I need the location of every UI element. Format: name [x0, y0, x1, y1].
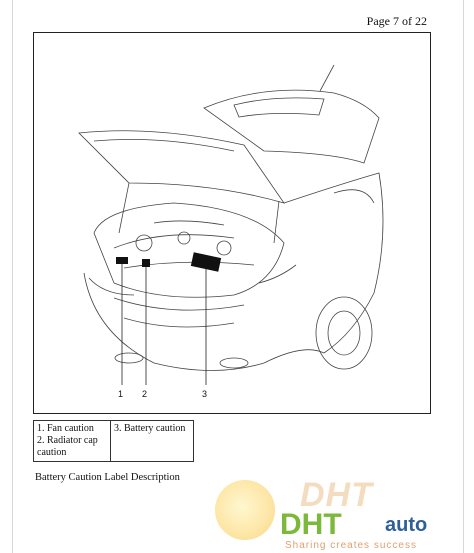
callout-number: 2 — [142, 389, 148, 399]
callout-number: 3 — [202, 389, 208, 399]
engine-part — [217, 241, 231, 255]
fog-light — [220, 358, 248, 368]
document-page — [12, 0, 464, 553]
hood-strut — [119, 183, 129, 233]
watermark-suffix: auto — [385, 514, 428, 536]
watermark-slogan: Sharing creates success — [285, 540, 417, 551]
watermark-brand: DHT — [280, 508, 342, 541]
roof-outline — [204, 90, 379, 163]
fog-light — [115, 353, 143, 363]
engine-components — [114, 221, 254, 268]
fan-caution-label — [116, 257, 128, 264]
grille-bottom — [124, 318, 234, 327]
right-headlight — [259, 265, 296, 283]
callout-legend-table — [33, 420, 194, 462]
legend-item: 2. Radiator cap caution — [37, 435, 98, 458]
engine-part — [178, 232, 190, 244]
legend-item: 3. Battery caution — [114, 423, 186, 434]
watermark-ghost-text: DHT — [300, 476, 373, 514]
front-bumper — [84, 273, 324, 371]
page-number: Page 7 of 22 — [366, 14, 427, 28]
hood-outline — [79, 131, 284, 203]
watermark-circle-icon — [215, 480, 275, 540]
front-wheel — [316, 297, 372, 369]
car-engine-figure — [33, 32, 431, 414]
side-body — [284, 173, 383, 353]
radiator-cap-caution-label — [142, 259, 150, 267]
callout-number: 1 — [118, 389, 124, 399]
table-cell-right — [111, 421, 194, 462]
hood-line — [94, 139, 234, 151]
battery-caution-label — [191, 252, 221, 272]
wheel-rim — [328, 311, 360, 355]
table-cell-left — [34, 421, 111, 462]
sunroof-outline — [234, 98, 324, 117]
legend-item: 1. Fan caution — [37, 423, 94, 434]
left-headlight — [89, 278, 134, 295]
watermark-logo — [205, 474, 455, 553]
table-row — [34, 421, 194, 462]
window-line — [334, 190, 374, 203]
car-illustration — [34, 33, 430, 413]
engine-part — [136, 235, 152, 251]
figure-caption: Battery Caution Label Description — [35, 472, 180, 483]
grille-top — [114, 298, 244, 310]
antenna-line — [320, 65, 334, 91]
